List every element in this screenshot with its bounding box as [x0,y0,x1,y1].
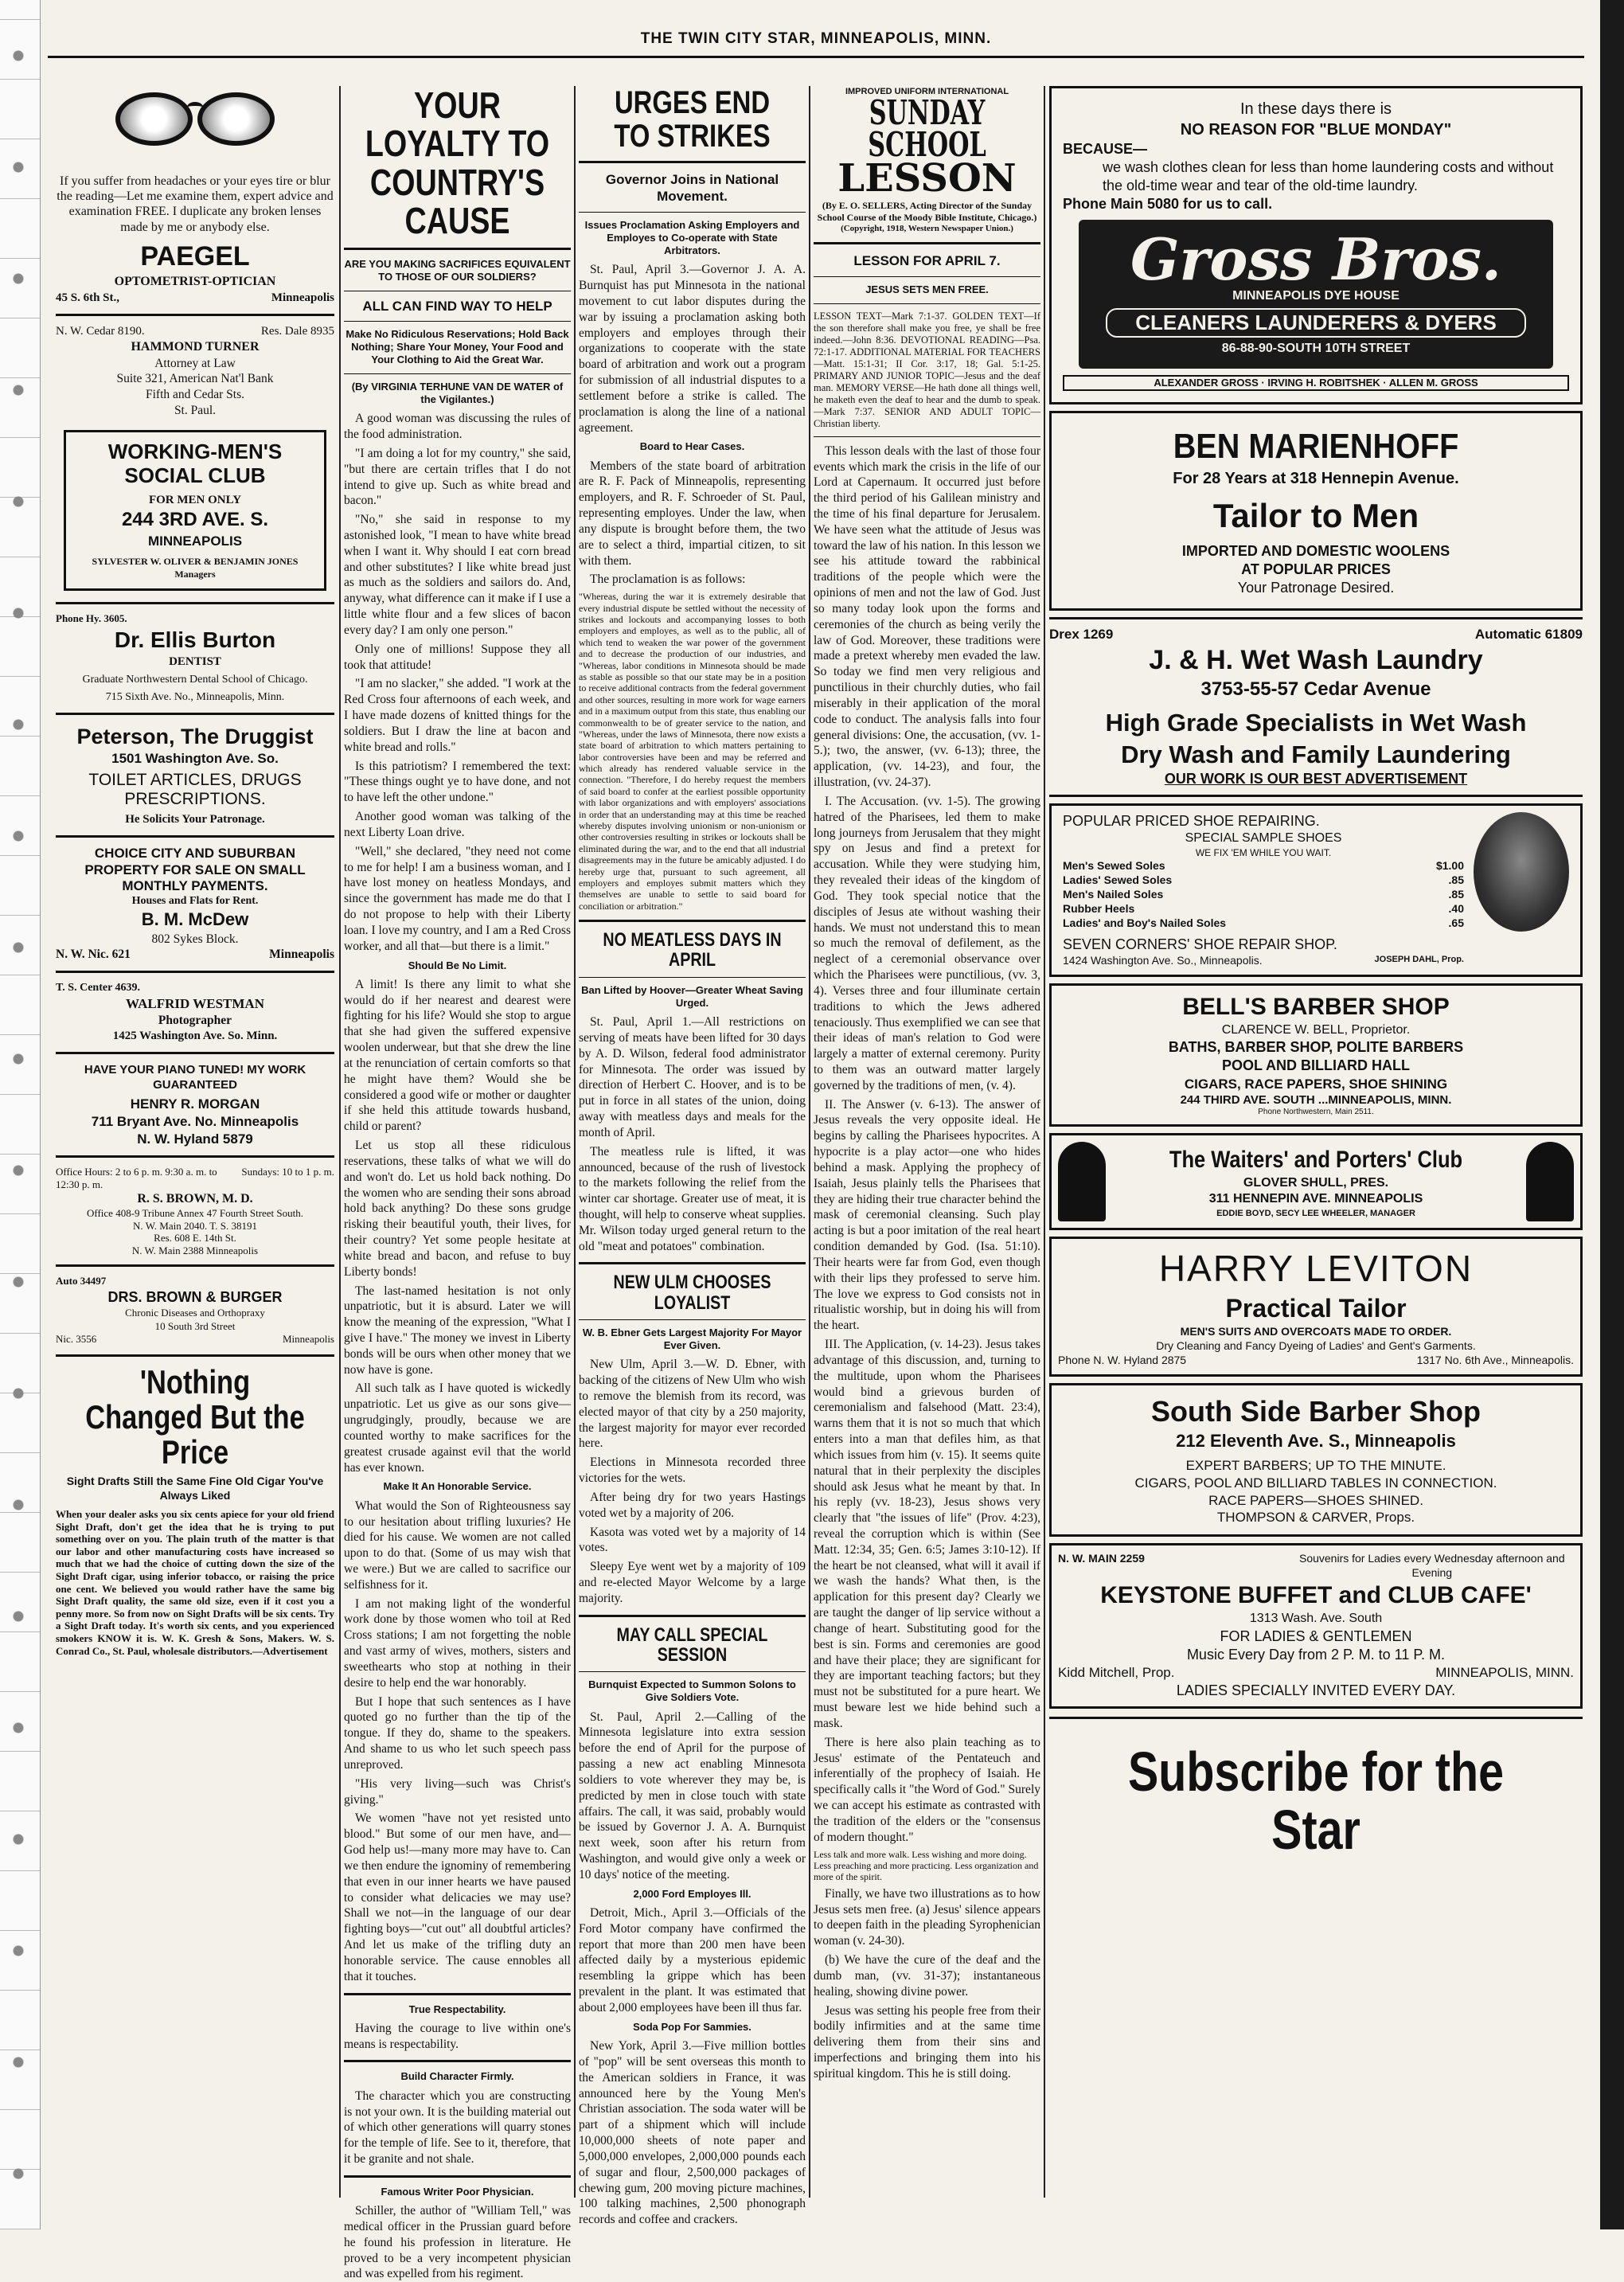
strikes-deck2: Issues Proclamation Asking Employers and Employes to Co-operate with State Arbitrators. [584,218,800,256]
column-rule [339,86,341,2198]
lesson-kicker: IMPROVED UNIFORM INTERNATIONAL [845,87,1009,96]
wet-automatic: Automatic 61809 [1474,626,1583,642]
article-paragraph: St. Paul, April 1.—All restrictions on serving of meats have been lifted for 30 days by A. D. Wilson, federal food administrator for Minnesota. The order was issued by direction of Herbert C. Hoover, and is to be put in force in all states of the union, doing away with meatless days and meals for the month of April. [579,1015,806,1139]
column-ads-left [56,86,334,2198]
divider [344,1993,571,1995]
turner-phone: N. W. Cedar 8190. [56,324,145,338]
divider [579,920,806,922]
key-name: KEYSTONE BUFFET and CLUB CAFE' [1100,1581,1532,1608]
turner-title: Attorney at Law [154,356,236,370]
article-paragraph: A good woman was discussing the rules of the food administration. [344,412,571,442]
article-paragraph: II. The Answer (v. 6-13). The answer of Jesus reveals the very opposite ideal. He begins by calling the Pharisees hypocrites. A hypocrite is a play actor—one who hides behind a mask. Applying the prophecy of Isaiah, Jesus plainly tells the Pharisees that they are hiding their true character behind the mask of ceremonial cleansing. Such play acting is but a poor imitation of the real heart condition demanded by God. (Isa. 51:10). Their hearts were far from God, even though with their lips they professed to serve him. The love we express to God consists not in ritualistic worship, but in doing his will from the heart. [814,1097,1040,1333]
burger-auto: Auto 34497 [56,1275,107,1288]
article-paragraph: Members of the state board of arbitration are R. F. Pack of Minneapolis, representing employers, and R. F. Schroeder of St. Paul, representing employes. Under the law, when any dispute is brought before them, the two are to select a third, impartial citizen, to sit with them. [579,459,806,568]
lesson-byline: (By E. O. SELLERS, Acting Director of the Sunday School Course of the Moody Bible Institute, Chicago.) [817,200,1037,223]
club-managers-label: Managers [174,568,216,580]
waiters-officers: EDDIE BOYD, SECY LEE WHEELER, MANAGER [1216,1208,1415,1218]
proclamation-text: "Whereas, during the war it is extremely desirable that every industrial dispute be settled without the necessity of strikes and lockouts and accompanying losses to both employers and employes, as well as to the public, all of which tend to weaken the war power of the government and to decrease the production of our industries, and "Whereas, labor conditions in Minnesota should be made as stable as possible so that our state may be in a position to receive additional contracts from the federal government and other sources, resulting in more work for wage earners and in a maximum output from this state, thus enabling our commonwealth to be of greater service to the nation, and "Whereas, under the laws of Minnesota, there now exists a state board of arbitration to which matters pertaining to labor controversies have been and may be referred and which already has rendered valuable service in the connection. "Therefore, I do hereby request the members of said board to confer at the earliest possible opportunity with labor organizations and with employers' associations in order that an understanding may at this time be reached whereby disputes involving unionism or non-unionism or other controversies resulting in strikes or lockouts shall be eliminated during the war, and to the end that all industrial disagreements may in the future be amicably adjusted. I do hereby urge that, pursuant to such agreement, all employers and employes submit matters which they themselves are unable to settle to said board for conciliation or arbitration." [579,591,806,912]
shoe-price-value: .65 [1448,916,1464,929]
strikes-body [579,262,806,436]
sunday-school-headline: SUNDAY SCHOOL [868,93,986,164]
peterson-line1: TOILET ARTICLES, DRUGS PRESCRIPTIONS. [88,770,302,808]
article-paragraph: St. Paul, April 2.—Calling of the Minnesota legislature into extra session before the end of April for the purpose of passing a new act enabling Minnesota soldiers to vote wherever they may be, is predicted by men in close touch with state affairs. The call, it was said, probably would be issued by Governor J. A. A. Burnquist next week, soon after his return from Washington, and would give only a week or 10 days' notice of the meeting. [579,1710,806,1881]
strikes-deck: Governor Joins in National Movement. [605,172,779,205]
strikes-headline: URGES END TO STRIKES [614,85,771,154]
respectability-subhead: True Respectability. [408,2003,506,2015]
shoe-price-value: .40 [1448,901,1464,915]
loyalty-deck3: Make No Ridiculous Reservations; Hold Back Nothing; Share Your Money, Your Food and Your Clothing to Aid the Great War. [345,327,569,366]
punch-holes [6,0,30,2229]
mcdew-sub: Houses and Flats for Rent. [131,895,259,908]
gross-logo-script: Gross Bros. [1130,225,1501,294]
sodapop-subhead: Soda Pop For Sammies. [633,2020,751,2033]
shoe-price-item: Men's Sewed Soles [1063,859,1165,873]
loyalty-body [344,1499,571,1985]
turner-address-line2: Fifth and Cedar Sts. [146,388,244,402]
shoe-price-item: Rubber Heels [1063,901,1135,915]
shoe-sub: SPECIAL SAMPLE SHOES [1185,831,1342,846]
bells-barber-ad [1049,983,1583,1127]
sight-draft-body: When your dealer asks you six cents apiece for your old friend Sight Draft, don't get the idea that he is trying to put something over on you. The plain truth of the matter is that our labor and other manufacturing costs have increased so much that we had the choice of cutting down the size of the Sight Draft cigar, using inferior tobacco, or raising the price one cent. We believed you would rather have the same big Sight Draft quality, the same old size, even if it cost you a penny more. So from now on Sight Drafts will be six cents. Try a Sight Draft today. It's worth six cents, and you experienced smokers KNOW it is. W. K. Gresh & Sons, Makers. W. S. Conrad Co., St. Paul, wholesale distributors.—Advertisement [56,1508,334,1657]
article-paragraph: Having the courage to live within one's means is respectability. [344,2021,571,2051]
shoe-price-value: $1.00 [1435,859,1464,873]
divider [579,1615,806,1617]
burger-address: 10 South 3rd Street [154,1319,236,1332]
lesson-list: Less talk and more walk. Less wishing and more doing. Less preaching and more practicing. Less organization and more of the spirit. [814,1848,1039,1883]
article-paragraph: The proclamation is as follows: [590,572,746,587]
paegel-text: If you suffer from headaches or your eyes tire or blur the reading—Let me examine them, expert advice and examination FREE. I duplicate any broken lenses made by me or anybody else. [57,174,334,234]
article-paragraph: "Well," she declared, "they need not come to me for help! I am a business woman, and I have lost money on heatless Mondays, and since the government has made me do that I do not propose to help with their Liberty loan. I love my country, and I am a Red Cross worker, and all that—but there is a limit." [344,844,571,953]
article-paragraph: There is here also plain teaching as to Jesus' estimate of the Pentateuch and inferentially of the prophecy of Isaiah. He specifically calls it "the Word of God." Surely we can accept his estimate as contrasted with the tradition of the elders or the "consensus of modern thought." [814,1735,1040,1844]
harry-title: Practical Tailor [1225,1294,1407,1323]
respectability-body [344,2021,571,2053]
gross-line3: we wash clothes clean for less than home laundering costs and without the old-time wear and tear of the old-time laundry. [1103,159,1554,194]
loyalty-body [344,411,571,954]
burton-address: 715 Sixth Ave. No., Minneapolis, Minn. [105,690,285,703]
ssb-line2: CIGARS, POOL AND BILLIARD TABLES IN CONNECTION. [1134,1475,1497,1491]
burton-name: Dr. Ellis Burton [114,627,276,652]
column-rule [809,86,810,2198]
lesson-headline: LESSON [837,155,1017,201]
ben-name: BEN MARIENHOFF [1173,427,1459,467]
bell-name: BELL'S BARBER SHOP [1182,993,1450,1020]
burton-phone: Phone Hy. 3605. [56,612,127,625]
article-paragraph: I am not making light of the wonderful work done by those women who toil at Red Cross stations; I am not forgetting the noble and vast army of wives, mothers, sisters and sweethearts who stop at nothing in their desire to help end the war honorably. [344,1596,571,1690]
mcdew-name: B. M. McDew [141,909,249,930]
sodapop-body [579,2038,806,2228]
shoe-fix: WE FIX 'EM WHILE YOU WAIT. [1195,846,1332,858]
ssb-line3: RACE PAPERS—SHOES SHINED. [1208,1492,1423,1508]
ssb-line1: EXPERT BARBERS; UP TO THE MINUTE. [1185,1458,1446,1474]
key-souvenir: Souvenirs for Ladies every Wednesday afternoon and Evening [1298,1552,1565,1579]
key-address: 1313 Wash. Ave. South [1249,1612,1383,1626]
divider [56,1354,334,1357]
page-masthead: THE TWIN CITY STAR, MINNEAPOLIS, MINN. [640,30,992,47]
divider [56,835,334,838]
burger-phone: Nic. 3556 [56,1333,97,1346]
keystone-buffet-ad [1049,1543,1583,1709]
shoe-price-item: Men's Nailed Soles [1063,887,1164,901]
key-proprietor: Kidd Mitchell, Prop. [1058,1664,1175,1680]
divider [56,1264,334,1267]
burger-title: Chronic Diseases and Orthopraxy [125,1307,265,1319]
article-paragraph: The last-named hesitation is not only unpatriotic, but it is absurd. Later we will know the meaning of the expression, "What I give I have." The money we invest in Liberty bonds will be ours when other money that we now have is gone. [344,1284,571,1377]
bell-phone: Phone Northwestern, Main 2511. [1258,1108,1374,1117]
article-paragraph: All such talk as I have quoted is wickedly unpatriotic. Let us give as our sons give—ungrudgingly, proudly, because we are counted worthy to make sacrifices for the greatest crusade against evil that the world has ever known. [344,1381,571,1475]
divider [344,248,571,250]
column-display-ads [1049,86,1583,2198]
harry-address: 1317 No. 6th Ave., Minneapolis. [1416,1353,1574,1366]
shoe-name: SEVEN CORNERS' SHOE REPAIR SHOP. [1063,936,1337,952]
shoe-price-row [1063,916,1464,931]
scan-border [1600,0,1624,2229]
harry-name: HARRY LEVITON [1158,1248,1474,1290]
article-paragraph: III. The Application, (v. 14-23). Jesus takes advantage of this discussion, and, turning to the multitude, upon whom the Pharisees would bind a grievous burden of ceremonialism and falsehood (Matt. 23:4), warns them that it is not so much that which enters into a man that defiles him, as that which issues from him (v. 15). It seems quite natural that in their perplexity the disciples should ask Jesus what he meant by that. In his reply (vv. 18-23), Jesus shows very clearly that "the issues of life" (Prov. 4:23), reveal the corruption which is within (See Matt. 12:34, 35; Gen. 6:5; James 3:10-12). If the heart be not cleansed, what will it avail if we wash the hands? What then, is the application for this present day? Clearly we are taught the danger of lip service without a change of heart. Substituting good for the best is sin. Forms and ceremonies are good and have their place; they are significant for they are important teaching factors; but they must not be substituted for a pure heart. We must beware lest we hide behind such a mask. [814,1338,1040,1730]
article-paragraph: Jesus was setting his people free from their bodily infirmities and at the same time delivering them from their sins and imperfections and bringing them into his spiritual kingdom. This he is still doing. [814,2003,1040,2081]
waiter-figure-icon [1058,1142,1106,1221]
turner-address-line3: St. Paul. [174,404,217,418]
article-paragraph: Sleepy Eye went wet by a majority of 109 and re-elected Mayor Welcome by a large majority. [579,1560,806,1605]
ben-line1: IMPORTED AND DOMESTIC WOOLENS [1181,542,1450,559]
wet-wash-ad [1049,617,1583,797]
lesson-texts: LESSON TEXT—Mark 7:1-37. GOLDEN TEXT—If the son therefore shall make you free, ye shall be free indeed.—John 8:36. DEVOTIONAL READING—Psa. 72:1-17. ADDITIONAL MATERIAL FOR TEACHERS—Matt. 15:1-31; II Cor. 3:17, 18; Gal. 5:1-25. PRIMARY AND JUNIOR TOPIC—Jesus and the deaf man. MEMORY VERSE—He hath done all things well, he maketh even the deaf to hear and the dumb to speak.—Mark 7:37. SENIOR AND ADULT TOPIC—Christian liberty. [814,310,1040,429]
turner-name: HAMMOND TURNER [131,340,260,354]
article-paragraph: Schiller, the author of "William Tell," was medical officer in the Prussian guard before he found his profession in literature. He proved to be a very incompetent physician and was expelled from his regiment. [344,2204,571,2281]
club-for: FOR MEN ONLY [148,493,242,506]
column-rule [574,86,576,2198]
waiters-president: GLOVER SHULL, PRES. [1243,1175,1389,1190]
wet-phone: Drex 1269 [1049,626,1114,642]
ben-line3: Your Patronage Desired. [1237,579,1395,596]
turner-address: Suite 321, American Nat'l Bank [116,372,274,386]
porter-figure-icon [1526,1142,1574,1221]
harry-phone: Phone N. W. Hyland 2875 [1058,1353,1187,1366]
morgan-address: 711 Bryant Ave. No. Minneapolis [91,1113,299,1129]
key-phone: N. W. MAIN 2259 [1058,1552,1145,1565]
brown-address: Office 408-9 Tribune Annex 47 Fourth Street South. [86,1207,304,1220]
paegel-title: OPTOMETRIST-OPTICIAN [114,275,276,289]
shoe-price-row [1063,888,1464,902]
article-paragraph: Let us stop all these ridiculous reservations, these talks of what we will do and won't do. Let us hold back nothing. Do the women who are sending their sons abroad hold back anything? Do these sons grudge risking their beautiful youth, their lives, for their country? Yet some people hesitate at white bread and bacon, and refuse to buy Liberty bonds! [344,1139,571,1279]
article-paragraph: We women "have not yet resisted unto blood." But some of our men have, and—God help us!—many more may have to. Can we then endure the ignominy of remembering that even in our inner hearts we have paused to consider what delicacies we may use? Shall we not—in the language of our dear fighting boys—"cut out" all doubtful articles? And let us make of the trifling duty an honorable service. The cause ennobles all that it touches. [344,1811,571,1983]
article-paragraph: The meatless rule is lifted, it was announced, because of the rush of livestock to the markets following the relief from the winter car shortage. Greater use of meat, it is thought, will help to conserve wheat supplies. Mr. Wilson today urged general return to the old "meat and potatoes" combination. [579,1144,806,1253]
gross-logo [1079,220,1553,368]
westman-address: 1425 Washington Ave. So. Minn. [112,1029,278,1042]
session-deck: Burnquist Expected to Summon Solons to Give Soldiers Vote. [588,1678,796,1704]
wet-name: J. & H. Wet Wash Laundry [1149,644,1483,675]
social-club-ad [64,430,326,591]
divider [814,303,1040,304]
burger-name: DRS. BROWN & BURGER [107,1289,283,1306]
strikes-subhead: Board to Hear Cases. [639,440,745,453]
brown-residence-phone: N. W. Main 2388 Minneapolis [131,1244,259,1256]
westman-title: Photographer [158,1013,232,1027]
south-side-barber-ad [1049,1383,1583,1537]
article-paragraph: New Ulm, April 3.—W. D. Ebner, with backing of the citizens of New Ulm who wish to remove the blemish from its record, was elected mayor of that city by a 250 majority, the largest majority for mayor ever recorded here. [579,1358,806,1451]
divider [344,373,571,374]
strikes-body [579,459,806,588]
spectacles-icon [107,86,283,142]
article-paragraph: Only one of millions! Suppose they all took that attitude! [344,642,571,672]
lesson-body [814,1886,1040,2082]
shoe-price-list [1063,859,1464,931]
shoe-price-row [1063,902,1464,916]
mcdew-headline: CHOICE CITY AND SUBURBAN PROPERTY FOR SALE ON SMALL MONTHLY PAYMENTS. [84,846,306,894]
waiters-address: 311 HENNEPIN AVE. MINNEAPOLIS [1208,1192,1423,1206]
session-body [579,1710,806,1883]
divider [56,314,334,316]
article-paragraph: Elections in Minnesota recorded three victories for the wets. [579,1456,806,1486]
sight-draft-sub: Sight Drafts Still the Same Fine Old Cigar You've Always Liked [66,1475,324,1502]
column-news [579,85,806,2227]
ssb-name: South Side Barber Shop [1150,1394,1482,1428]
shoe-price-value: .85 [1448,887,1464,901]
divider [56,602,334,604]
column-loyalty-article [344,84,571,2281]
wet-address: 3753-55-57 Cedar Avenue [1200,678,1431,701]
divider [579,1319,806,1320]
article-paragraph: Is this patriotism? I remembered the text: "These things ought ye to have done, and not to have left the other undone." [344,759,571,805]
harry-line2: Dry Cleaning and Fancy Dyeing of Ladies' and Gent's Garments. [1156,1338,1476,1352]
ben-years: For 28 Years at 318 Hennepin Avenue. [1173,470,1459,488]
harry-line1: MEN'S SUITS AND OVERCOATS MADE TO ORDER. [1180,1325,1452,1338]
mcdew-city: Minneapolis [269,948,334,962]
bell-proprietor: CLARENCE W. BELL, Proprietor. [1221,1022,1411,1037]
shoe-proprietor: JOSEPH DAHL, Prop. [1374,954,1464,964]
character-body [344,2089,571,2167]
divider [579,1262,806,1264]
meatless-headline: NO MEATLESS DAYS IN APRIL [603,929,782,971]
gross-bros-ad [1049,86,1583,404]
divider [56,713,334,715]
gross-line2: NO REASON FOR "BLUE MONDAY" [1180,120,1452,139]
waiters-name: The Waiters' and Porters' Club [1169,1146,1463,1173]
physician-subhead: Famous Writer Poor Physician. [381,2185,534,2198]
lesson-title: JESUS SETS MEN FREE. [865,283,989,296]
shoe-price-item: Ladies' and Boy's Nailed Soles [1063,916,1227,929]
divider [579,161,806,163]
article-paragraph: This lesson deals with the last of those four events which mark the crisis in the life of our Lord at Capernaum. It occurred just before the third period of his Galilean ministry and the time of his final departure for Jerusalem. We have seen what the attitude of Jesus was toward the law of his nation. In this lesson we see his attitude toward the rabbinical traditions of the people which were the opinions of men and not the law of God. Just so many today look upon the forms and ceremonies of the church as being verily the law of God. Moreover, these traditions were made a pretext whereby men evaded the law. So today we find men very religious and punctilious in their churchly duties, who fail miserably in their application of the moral code to conduct. The analysis falls into four general divisions: One, the accusation, (vv. 1-5.); two, the answer, (vv. 6-13); three, the application, (vv. 14-23), and four, the illustration, (vv. 24-37). [814,444,1040,790]
loyalty-subhead: Make It An Honorable Service. [383,1480,532,1493]
divider [344,321,571,322]
morgan-phone: N. W. Hyland 5879 [137,1131,253,1147]
article-paragraph: New York, April 3.—Five million bottles of "pop" will be sent overseas this month to the American soldiers in France, it was announced here by the Young Men's Christian association. The soda water will be part of a shipment which will include 10,000,000 sheets of note paper and 5,000,000 envelopes, 2,000,000 pounds each of sugar and flour, 2,500,000 packages of chewing gum, 200 moving picture machines, 100 talking machines, 2,500 phonograph records and coffee and crackers. [579,2039,806,2227]
article-paragraph: I. The Accusation. (vv. 1-5). The growing hatred of the Pharisees, led them to make long journeys from Jerusalem that they might spy on Jesus and find a pretext for accusation. While they were studying him, they revealed their ideas of the kingdom of God. They took special notice that the disciples of Jesus ate without washing their hands. We must not understand this to mean so much the removal of defilement, as the neglect of a ceremonial observance over which the Pharisees were punctilious, (vv. 3, 4). Verses three and four illuminate certain traditions to which the Jews adhered tenaciously. Thus exemplified we can see that their ideas of man's relation to God were largely a matter of external ceremony. Purity to them was an outward matter largely governed by the traditions of men, (v. 4). [814,794,1040,1092]
column-rule [1044,86,1045,2198]
bell-line3: CIGARS, RACE PAPERS, SHOE SHINING [1184,1076,1448,1092]
waiters-club-ad [1049,1133,1583,1230]
shoe-price-row [1063,859,1464,873]
article-paragraph: (b) We have the cure of the deaf and the dumb man, (vv. 31-37); instantaneous healing, showing divine power. [814,1953,1040,1999]
divider [56,971,334,973]
shoe-repair-ad [1049,803,1583,976]
newulm-body [579,1357,806,1606]
shoe-address: 1424 Washington Ave. So., Minneapolis. [1063,953,1263,967]
article-paragraph: "I am doing a lot for my country," she said, "but there are certain trifles that I do not intend to give up. Such as white bread and bacon." [344,446,571,508]
divider [814,436,1040,437]
mcdew-phone: N. W. Nic. 621 [56,948,131,962]
ssb-line4: THOMPSON & CARVER, Props. [1216,1510,1415,1526]
bell-line1: BATHS, BARBER SHOP, POLITE BARBERS [1168,1039,1464,1056]
subscribe-headline: Subscribe for the Star [1127,1740,1505,1862]
divider [814,242,1040,244]
loyalty-deck2: ALL CAN FIND WAY TO HELP [362,298,552,314]
ben-line2: AT POPULAR PRICES [1241,561,1391,577]
shoe-price-row [1063,873,1464,888]
shoe-price-value: .85 [1448,873,1464,887]
divider [579,1671,806,1672]
proprietor-portrait-image [1474,812,1569,932]
club-address: 244 3RD AVE. S. [121,508,269,530]
paegel-city: Minneapolis [271,291,334,304]
article-paragraph: The character which you are constructing is not your own. It is the building material out of which other generations will quarry stones for the temple of life. See to it, therefore, that it be granite and not shale. [344,2089,571,2166]
article-paragraph: Kasota was voted wet by a majority of 14 votes. [579,1525,806,1555]
divider [56,1052,334,1054]
marienhoff-ad [1049,411,1583,611]
brown-name: R. S. BROWN, M. D. [137,1191,253,1205]
lesson-body [814,444,1040,1846]
gross-because: BECAUSE— [1063,141,1148,158]
newulm-deck: W. B. Ebner Gets Largest Majority For Mayor Ever Given. [582,1326,802,1352]
article-paragraph: St. Paul, April 3.—Governor J. A. A. Burnquist has put Minnesota in the national movement to cut labor disputes during the war by issuing a proclamation asking both employers and employes through their organizations to cooperate with the state board of arbitration and work out a program for submission of all industrial disputes to a settlement before a strike is called. The proclamation is along the line of a national agreement. [579,263,806,435]
brown-hours: Office Hours: 2 to 6 p. m. 9:30 a. m. to 12:30 p. m. [56,1166,217,1191]
peterson-line2: He Solicits Your Patronage. [125,813,265,826]
morgan-headline: HAVE YOUR PIANO TUNED! MY WORK GUARANTEED [84,1062,306,1092]
article-paragraph: After being dry for two years Hastings voted wet by a majority of 206. [579,1490,806,1520]
gross-trade: CLEANERS LAUNDERERS & DYERS [1106,308,1526,338]
sight-draft-headline: 'Nothing Changed But the Price [85,1363,305,1471]
lesson-copyright: (Copyright, 1918, Western Newspaper Union.) [841,224,1013,234]
club-city: MINNEAPOLIS [147,533,243,549]
gross-house: MINNEAPOLIS DYE HOUSE [1232,289,1400,303]
club-name: WORKING-MEN'S SOCIAL CLUB [107,439,283,487]
loyalty-body [344,977,571,1476]
key-city: MINNEAPOLIS, MINN. [1435,1664,1574,1680]
peterson-address: 1501 Washington Ave. So. [111,751,279,767]
westman-name: WALFRID WESTMAN [126,996,264,1012]
physician-body [344,2203,571,2282]
ford-body [579,1905,806,2016]
meatless-deck: Ban Lifted by Hoover—Greater Wheat Saving Urged. [581,983,803,1009]
key-line3: LADIES SPECIALLY INVITED EVERY DAY. [1176,1682,1456,1698]
article-paragraph: "I am no slacker," she added. "I work at the Red Cross four afternoons of each week, and I have made dozens of knitted things for the soldiers. But I draw the line at bacon and white bread and rolls." [344,677,571,754]
lesson-date: LESSON FOR APRIL 7. [853,253,1001,269]
session-headline: MAY CALL SPECIAL SESSION [616,1624,768,1666]
peterson-name: Peterson, The Druggist [76,724,314,748]
burton-title: DENTIST [169,655,221,668]
ford-subhead: 2,000 Ford Employes Ill. [633,1887,751,1900]
divider [56,1155,334,1158]
burton-grad: Graduate Northwestern Dental School of Chicago. [82,673,308,686]
divider [814,276,1040,277]
bell-line2: POOL AND BILLIARD HALL [1222,1057,1410,1074]
character-subhead: Build Character Firmly. [400,2070,514,2083]
article-paragraph: What would the Son of Righteousness say to our hesitation about trifling luxuries? He died for his cause. We women are not called upon to do that. (Some of us may wish that we were.) But we are called to sacrifice our selfishness for it. [344,1499,571,1592]
shoe-headline: POPULAR PRICED SHOE REPAIRING. [1063,813,1320,830]
article-paragraph: "No," she said in response to my astonished look, "I mean to have white bread when I want it. Why should I eat corn bread and other substitutes? I like white bread just as much as the soldiers and sailors do. And, anyway, what difference can it make if I use a little white flour and a few slices of bacon every day? I am only one person." [344,513,571,637]
ssb-address: 212 Eleventh Ave. S., Minneapolis [1176,1430,1456,1451]
key-line1: FOR LADIES & GENTLEMEN [1220,1627,1412,1644]
divider [579,977,806,978]
gross-address: 86-88-90-SOUTH 10TH STREET [1221,342,1411,356]
wet-line1: High Grade Specialists in Wet Wash [1105,708,1527,737]
brown-sunday-hours: Sundays: 10 to 1 p. m. [241,1166,334,1178]
shoe-price-item: Ladies' Sewed Soles [1063,873,1173,887]
divider [1049,1717,1583,1719]
paegel-name: PAEGEL [140,240,250,272]
bell-line4: 244 THIRD AVE. SOUTH ...MINNEAPOLIS, MINN. [1180,1093,1452,1108]
masthead-rule [48,56,1584,58]
article-paragraph: Finally, we have two illustrations as to how Jesus sets men free. (a) Jesus' silence appears to deepen faith in the pleading Syrophenician woman (v. 24-30). [814,1886,1040,1948]
article-paragraph: A limit! Is there any limit to what she would do if her nearest and dearest were fighting for his life? Would she stop to argue that she had given the suffered expensive woolen underwear, but that she drew the line at the renunciation of certain comforts so that he might have them? Would she be considered a good wife or mother or daughter if she held this attitude towards husband, child or parent? [344,977,571,1134]
divider [579,212,806,213]
gross-line1: In these days there is [1239,100,1392,118]
loyalty-subhead: Should Be No Limit. [408,959,507,971]
loyalty-headline: YOUR LOYALTY TO COUNTRY'S CAUSE [365,84,550,241]
club-managers: SYLVESTER W. OLIVER & BENJAMIN JONES [92,556,299,568]
article-paragraph: "His very living—such was Christ's giving." [344,1776,571,1807]
paegel-address: 45 S. 6th St., [56,291,120,304]
morgan-name: HENRY R. MORGAN [130,1096,260,1112]
burger-city: Minneapolis [283,1333,334,1346]
article-paragraph: But I hope that such sentences as I have quoted go no further than the tip of the tongue. If they do, shame to the speakers. And shame to us who let such speech pass unreproved. [344,1694,571,1772]
newulm-headline: NEW ULM CHOOSES LOYALIST [613,1272,771,1314]
brown-phone: N. W. Main 2040. T. S. 38191 [133,1219,257,1232]
divider [344,2060,571,2062]
leviton-ad [1049,1237,1583,1377]
meatless-body [579,1014,806,1254]
wet-line2: Dry Wash and Family Laundering [1121,740,1511,768]
mcdew-address: 802 Sykes Block. [151,932,239,946]
column-sunday-school [814,86,1040,2198]
article-paragraph: Detroit, Mich., April 3.—Officials of the Ford Motor company have confirmed the report that more than 200 men have been affected daily by a mysterious epidemic resembling la grippe which has been prevalent in the plant. It was estimated that about 2,000 employees have been ill thus far. [579,1906,806,2014]
divider [344,2175,571,2178]
ben-title: Tailor to Men [1212,497,1419,535]
wet-line3: OUR WORK IS OUR BEST ADVERTISEMENT [1164,771,1468,787]
loyalty-byline: (By VIRGINIA TERHUNE VAN DE WATER of the Vigilantes.) [351,380,564,405]
loyalty-deck: ARE YOU MAKING SACRIFICES EQUIVALENT TO THOSE OF OUR SOLDIERS? [344,258,571,283]
westman-phone: T. S. Center 4639. [56,982,141,994]
brown-residence: Res. 608 E. 14th St. [154,1232,236,1245]
article-paragraph: Another good woman was talking of the next Liberty Loan drive. [344,810,571,839]
gross-phone: Phone Main 5080 for us to call. [1063,196,1273,213]
turner-res-phone: Res. Dale 8935 [260,324,334,338]
key-line2: Music Every Day from 2 P. M. to 11 P. M. [1186,1646,1446,1663]
gross-names: ALEXANDER GROSS · IRVING H. ROBITSHEK · ALLEN M. GROSS [1063,375,1569,392]
